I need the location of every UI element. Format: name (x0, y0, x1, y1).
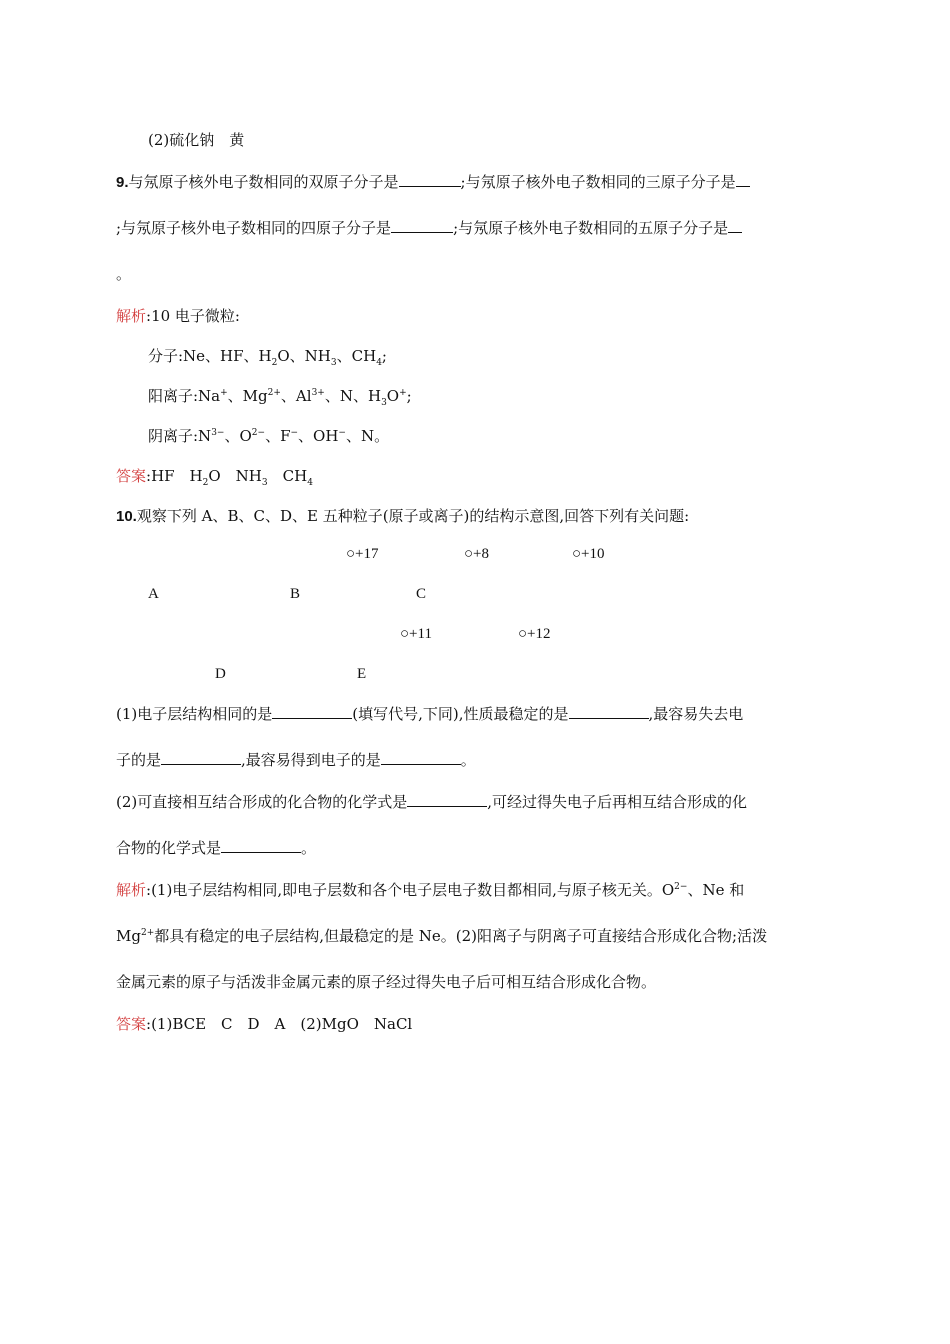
answer-10: 答案:(1)BCE C D A (2)MgO NaCl (116, 1015, 413, 1033)
analysis-9-anions: 阴离子$:N^{3-}$、$O^{2-}$、F−、OH−、N。 (148, 427, 390, 445)
answer-blank[interactable] (728, 218, 742, 233)
analysis-label: 解析 (116, 881, 147, 899)
label-b: B (290, 586, 301, 602)
answer-blank[interactable] (736, 172, 750, 187)
answer-blank[interactable] (221, 838, 301, 853)
question-10-part1-line2: 子的是 ,最容易得到电子的是 。 (116, 751, 476, 769)
atom-diagram-d: ○+11 (400, 626, 432, 642)
answer-blank[interactable] (391, 218, 453, 233)
answer-label: 答案 (116, 467, 147, 485)
question-10-stem: 10.观察下列 A、B、C、D、E 五种粒子(原子或离子)的结构示意图,回答下列有关问题: (116, 507, 690, 525)
answer-9: 答案:HF $H_2O$ $NH_3$ $CH_4$ (116, 467, 313, 488)
atom-diagram-a: ○+17 (346, 546, 379, 562)
answer-label: 答案 (116, 1015, 147, 1033)
analysis-10-line2: $Mg^{2+}$都具有稳定的电子层结构,但最稳定的是 Ne。(2)阳离子与阴离子可直接结合形成化合物;活泼 (116, 927, 768, 945)
atom-diagram-c: ○+10 (572, 546, 605, 562)
question-9-line-2: ;与氖原子核外电子数相同的四原子分子是 ;与氖原子核外电子数相同的五原子分子是 (116, 218, 742, 238)
question-number: 10. (116, 508, 137, 525)
atom-diagram-b: ○+8 (464, 546, 490, 562)
analysis-9-head: 解析:10 电子微粒: (116, 307, 240, 325)
answer-blank[interactable] (272, 704, 352, 719)
answer-blank[interactable] (407, 792, 487, 807)
analysis-10-line3: 金属元素的原子与活泼非金属元素的原子经过得失电子后可相互结合形成化合物。 (116, 973, 657, 991)
label-d: D (215, 666, 226, 682)
question-10-part2-line1: (2)可直接相互结合形成的化合物的化学式是 ,可经过得失电子后再相互结合形成的化 (116, 793, 748, 811)
question-9-line-1: 9.与氖原子核外电子数相同的双原子分子是 ;与氖原子核外电子数相同的三原子分子是 (116, 172, 750, 193)
answer-blank[interactable] (569, 704, 649, 719)
analysis-9-cations: 阳离子:Na+、$Mg^{2+}$、$Al^{3+}$、N、$H_3O^+$; (148, 387, 412, 408)
analysis-9-molecules: 分子:Ne、HF、$H_2O$、$NH_3$、$CH_4$; (148, 347, 387, 368)
label-a: A (148, 586, 159, 602)
answer-blank[interactable] (399, 172, 461, 187)
answer-blank[interactable] (381, 750, 461, 765)
question-number: 9. (116, 174, 129, 191)
analysis-label: 解析 (116, 307, 147, 325)
label-c: C (416, 586, 427, 602)
label-e: E (357, 666, 367, 682)
question-10-part2-line2: 合物的化学式是 。 (116, 839, 317, 857)
atom-diagram-e: ○+12 (518, 626, 551, 642)
question-10-part1-line1: (1)电子层结构相同的是 (填写代号,下同),性质最稳定的是 ,最容易失去电 (116, 705, 744, 723)
analysis-10-line1: 解析:(1)电子层结构相同,即电子层数和各个电子层电子数目都相同,与原子核无关。$O^{2-}$、Ne 和 (116, 881, 745, 899)
prev-answer-line: (2)硫化钠 黄 (148, 131, 245, 149)
answer-blank[interactable] (161, 750, 241, 765)
question-9-line-3: 。 (116, 265, 132, 283)
